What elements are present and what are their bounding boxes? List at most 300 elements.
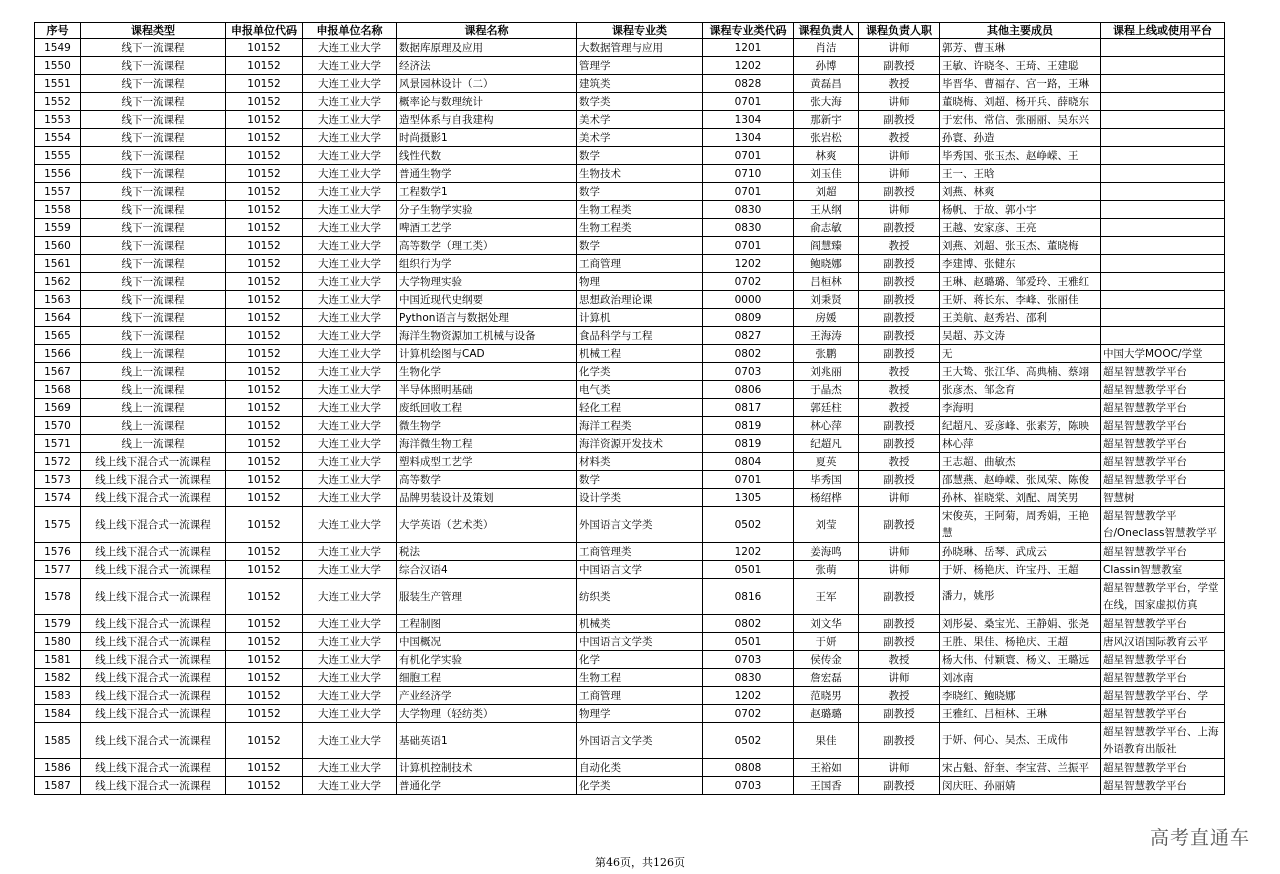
cell-major-category: 海洋资源开发技术 — [577, 435, 703, 453]
cell-major-code: 0703 — [703, 363, 794, 381]
cell-unit-name: 大连工业大学 — [303, 417, 397, 435]
cell-unit-code: 10152 — [226, 237, 303, 255]
cell-major-code: 0701 — [703, 147, 794, 165]
cell-major-code: 0809 — [703, 309, 794, 327]
cell-seq: 1571 — [35, 435, 81, 453]
cell-leader: 吕桓林 — [794, 273, 859, 291]
cell-leader-title: 副教授 — [859, 183, 940, 201]
table-row — [35, 57, 1225, 75]
cell-unit-code: 10152 — [226, 723, 303, 759]
header-major-code: 课程专业类代码 — [703, 23, 794, 39]
cell-members: 无 — [940, 345, 1101, 363]
cell-leader: 鲍晓娜 — [794, 255, 859, 273]
cell-course-name: 高等数学（理工类） — [397, 237, 577, 255]
cell-course-type: 线上一流课程 — [81, 363, 226, 381]
cell-leader: 果佳 — [794, 723, 859, 759]
cell-leader-title: 副教授 — [859, 111, 940, 129]
cell-leader-title: 教授 — [859, 129, 940, 147]
cell-unit-code: 10152 — [226, 687, 303, 705]
cell-leader-title: 讲师 — [859, 669, 940, 687]
cell-platform: 智慧树 — [1101, 489, 1225, 507]
cell-members: 张彦杰、邹念育 — [940, 381, 1101, 399]
cell-members: 王琳、赵璐璐、邹爱玲、王雅红 — [940, 273, 1101, 291]
cell-leader: 毕秀国 — [794, 471, 859, 489]
cell-leader-title: 副教授 — [859, 327, 940, 345]
cell-major-category: 物理 — [577, 273, 703, 291]
cell-platform — [1101, 111, 1225, 129]
cell-leader: 王海涛 — [794, 327, 859, 345]
cell-course-name: 啤酒工艺学 — [397, 219, 577, 237]
cell-members: 王胜、果佳、杨艳庆、王超 — [940, 633, 1101, 651]
cell-unit-name: 大连工业大学 — [303, 435, 397, 453]
cell-unit-code: 10152 — [226, 255, 303, 273]
cell-platform: 超星智慧教学平台 — [1101, 651, 1225, 669]
cell-major-code: 0501 — [703, 561, 794, 579]
header-major-category: 课程专业类 — [577, 23, 703, 39]
cell-members: 毕晋华、曹福存、宫一路，王琳 — [940, 75, 1101, 93]
cell-unit-name: 大连工业大学 — [303, 327, 397, 345]
header-seq: 序号 — [35, 23, 81, 39]
cell-seq: 1568 — [35, 381, 81, 399]
cell-course-name: 废纸回收工程 — [397, 399, 577, 417]
cell-seq: 1562 — [35, 273, 81, 291]
table-row — [35, 165, 1225, 183]
table-row — [35, 489, 1225, 507]
cell-course-type: 线下一流课程 — [81, 309, 226, 327]
cell-major-code: 1202 — [703, 57, 794, 75]
cell-course-name: 时尚摄影1 — [397, 129, 577, 147]
cell-course-name: 中国近现代史纲要 — [397, 291, 577, 309]
cell-members: 刘彤晏、桑宝光、王静娟、张尧 — [940, 615, 1101, 633]
cell-members: 纪超凡、妥彦峰、张素芳，陈映 — [940, 417, 1101, 435]
cell-members: 王敏、许晓冬、王琦、王建聪 — [940, 57, 1101, 75]
cell-unit-code: 10152 — [226, 75, 303, 93]
cell-members: 王妍、蒋长东、李峰、张丽佳 — [940, 291, 1101, 309]
cell-course-name: 经济法 — [397, 57, 577, 75]
cell-platform: 超星智慧教学平台 — [1101, 435, 1225, 453]
cell-unit-name: 大连工业大学 — [303, 561, 397, 579]
cell-platform: 超星智慧教学平台 — [1101, 417, 1225, 435]
cell-course-type: 线下一流课程 — [81, 183, 226, 201]
cell-course-name: 高等数学 — [397, 471, 577, 489]
table-row — [35, 651, 1225, 669]
cell-seq: 1577 — [35, 561, 81, 579]
cell-seq: 1580 — [35, 633, 81, 651]
cell-platform — [1101, 75, 1225, 93]
cell-platform — [1101, 273, 1225, 291]
table-row — [35, 507, 1225, 543]
cell-major-category: 生物工程 — [577, 669, 703, 687]
table-row — [35, 75, 1225, 93]
cell-leader: 刘玉佳 — [794, 165, 859, 183]
cell-seq: 1586 — [35, 759, 81, 777]
cell-leader: 范晓男 — [794, 687, 859, 705]
cell-major-category: 设计学类 — [577, 489, 703, 507]
cell-unit-code: 10152 — [226, 273, 303, 291]
cell-major-category: 机械类 — [577, 615, 703, 633]
cell-major-code: 0802 — [703, 615, 794, 633]
cell-leader-title: 副教授 — [859, 219, 940, 237]
cell-leader-title: 教授 — [859, 453, 940, 471]
cell-members: 李晓红、鲍晓娜 — [940, 687, 1101, 705]
cell-unit-name: 大连工业大学 — [303, 669, 397, 687]
cell-seq: 1570 — [35, 417, 81, 435]
cell-course-type: 线下一流课程 — [81, 255, 226, 273]
cell-members: 毕秀国、张玉杰、赵峥嵘、王 — [940, 147, 1101, 165]
cell-unit-name: 大连工业大学 — [303, 129, 397, 147]
cell-major-category: 数学 — [577, 471, 703, 489]
cell-leader: 张大海 — [794, 93, 859, 111]
cell-leader-title: 副教授 — [859, 471, 940, 489]
cell-members: 王雅红、吕桓林、王琳 — [940, 705, 1101, 723]
cell-major-category: 思想政治理论课 — [577, 291, 703, 309]
cell-unit-code: 10152 — [226, 453, 303, 471]
cell-members: 林心萍 — [940, 435, 1101, 453]
cell-leader: 赵璐璐 — [794, 705, 859, 723]
table-row — [35, 399, 1225, 417]
cell-leader-title: 副教授 — [859, 345, 940, 363]
cell-course-type: 线下一流课程 — [81, 201, 226, 219]
cell-major-code: 0703 — [703, 777, 794, 795]
cell-leader: 刘秉贤 — [794, 291, 859, 309]
cell-unit-code: 10152 — [226, 669, 303, 687]
table-row — [35, 705, 1225, 723]
cell-unit-code: 10152 — [226, 291, 303, 309]
cell-unit-name: 大连工业大学 — [303, 615, 397, 633]
cell-course-type: 线下一流课程 — [81, 291, 226, 309]
cell-course-type: 线上一流课程 — [81, 399, 226, 417]
cell-unit-name: 大连工业大学 — [303, 687, 397, 705]
cell-unit-code: 10152 — [226, 417, 303, 435]
header-platform: 课程上线或使用平台 — [1101, 23, 1225, 39]
cell-unit-name: 大连工业大学 — [303, 237, 397, 255]
cell-platform — [1101, 93, 1225, 111]
cell-course-name: 税法 — [397, 543, 577, 561]
cell-seq: 1567 — [35, 363, 81, 381]
cell-seq: 1549 — [35, 39, 81, 57]
cell-course-name: 有机化学实验 — [397, 651, 577, 669]
cell-unit-name: 大连工业大学 — [303, 75, 397, 93]
cell-members: 于妍、杨艳庆、许宝丹、王超 — [940, 561, 1101, 579]
cell-major-category: 材料类 — [577, 453, 703, 471]
cell-platform — [1101, 309, 1225, 327]
cell-major-category: 建筑类 — [577, 75, 703, 93]
cell-members: 邵慧燕、赵峥嵘、张凤荣、陈俊 — [940, 471, 1101, 489]
cell-major-category: 生物工程类 — [577, 219, 703, 237]
cell-major-code: 0806 — [703, 381, 794, 399]
cell-seq: 1564 — [35, 309, 81, 327]
cell-unit-name: 大连工业大学 — [303, 219, 397, 237]
cell-major-code: 0702 — [703, 273, 794, 291]
cell-course-name: 品牌男装设计及策划 — [397, 489, 577, 507]
page-footer: 第46页，共126页 — [595, 856, 685, 869]
cell-platform: 超星智慧教学平台、学 — [1101, 687, 1225, 705]
cell-course-name: 微生物学 — [397, 417, 577, 435]
cell-major-code: 0817 — [703, 399, 794, 417]
header-unit-name: 申报单位名称 — [303, 23, 397, 39]
cell-seq: 1587 — [35, 777, 81, 795]
table-row — [35, 345, 1225, 363]
cell-major-code: 0501 — [703, 633, 794, 651]
cell-seq: 1576 — [35, 543, 81, 561]
cell-platform — [1101, 219, 1225, 237]
cell-members: 刘燕、刘超、张玉杰、董晓梅 — [940, 237, 1101, 255]
cell-unit-name: 大连工业大学 — [303, 57, 397, 75]
cell-unit-name: 大连工业大学 — [303, 777, 397, 795]
cell-platform — [1101, 237, 1225, 255]
cell-course-name: 数据库原理及应用 — [397, 39, 577, 57]
cell-leader-title: 教授 — [859, 381, 940, 399]
table-row — [35, 435, 1225, 453]
cell-major-code: 1305 — [703, 489, 794, 507]
cell-course-type: 线上线下混合式一流课程 — [81, 705, 226, 723]
cell-course-name: 大学英语（艺术类） — [397, 507, 577, 543]
cell-platform: Classin智慧教室 — [1101, 561, 1225, 579]
cell-leader-title: 副教授 — [859, 309, 940, 327]
cell-leader-title: 副教授 — [859, 291, 940, 309]
table-body — [35, 39, 1225, 795]
cell-leader: 那新宇 — [794, 111, 859, 129]
cell-seq: 1585 — [35, 723, 81, 759]
cell-leader-title: 讲师 — [859, 759, 940, 777]
cell-platform: 超星智慧教学平台 — [1101, 615, 1225, 633]
cell-unit-code: 10152 — [226, 777, 303, 795]
table-row — [35, 777, 1225, 795]
cell-course-type: 线下一流课程 — [81, 327, 226, 345]
cell-major-category: 物理学 — [577, 705, 703, 723]
cell-major-code: 0830 — [703, 219, 794, 237]
cell-course-type: 线上线下混合式一流课程 — [81, 507, 226, 543]
table-row — [35, 723, 1225, 759]
cell-members: 吴超、苏文涛 — [940, 327, 1101, 345]
header-course-type: 课程类型 — [81, 23, 226, 39]
cell-members: 刘燕、林爽 — [940, 183, 1101, 201]
cell-seq: 1561 — [35, 255, 81, 273]
cell-platform: 超星智慧教学平台 — [1101, 705, 1225, 723]
cell-major-code: 1201 — [703, 39, 794, 57]
cell-course-name: 风景园林设计（二） — [397, 75, 577, 93]
cell-unit-code: 10152 — [226, 327, 303, 345]
cell-seq: 1558 — [35, 201, 81, 219]
cell-platform: 超星智慧教学平台 — [1101, 669, 1225, 687]
table-row — [35, 93, 1225, 111]
cell-members: 刘冰南 — [940, 669, 1101, 687]
cell-seq: 1553 — [35, 111, 81, 129]
cell-leader-title: 副教授 — [859, 579, 940, 615]
cell-major-category: 生物技术 — [577, 165, 703, 183]
cell-unit-name: 大连工业大学 — [303, 705, 397, 723]
cell-major-code: 0701 — [703, 183, 794, 201]
table-row — [35, 39, 1225, 57]
cell-platform — [1101, 165, 1225, 183]
table-row — [35, 237, 1225, 255]
table-row — [35, 615, 1225, 633]
cell-leader: 刘超 — [794, 183, 859, 201]
cell-unit-name: 大连工业大学 — [303, 273, 397, 291]
cell-major-code: 0502 — [703, 507, 794, 543]
cell-leader: 房媛 — [794, 309, 859, 327]
cell-members: 李建博、张健东 — [940, 255, 1101, 273]
cell-major-category: 外国语言文学类 — [577, 723, 703, 759]
cell-platform: 中国大学MOOC/学堂 — [1101, 345, 1225, 363]
cell-leader: 杨绍桦 — [794, 489, 859, 507]
cell-leader-title: 教授 — [859, 237, 940, 255]
cell-course-type: 线上线下混合式一流课程 — [81, 669, 226, 687]
cell-leader: 肖洁 — [794, 39, 859, 57]
table-row — [35, 183, 1225, 201]
cell-major-category: 工商管理 — [577, 687, 703, 705]
cell-platform: 超星智慧教学平台 — [1101, 363, 1225, 381]
cell-course-type: 线下一流课程 — [81, 39, 226, 57]
cell-seq: 1550 — [35, 57, 81, 75]
cell-members: 董晓梅、刘超、杨开兵、薛晓东 — [940, 93, 1101, 111]
cell-course-name: 计算机控制技术 — [397, 759, 577, 777]
cell-major-code: 1304 — [703, 129, 794, 147]
cell-leader-title: 教授 — [859, 687, 940, 705]
table-row — [35, 669, 1225, 687]
cell-unit-name: 大连工业大学 — [303, 147, 397, 165]
cell-platform: 超星智慧教学平台 — [1101, 471, 1225, 489]
table-row — [35, 543, 1225, 561]
cell-major-category: 自动化类 — [577, 759, 703, 777]
cell-seq: 1578 — [35, 579, 81, 615]
cell-platform — [1101, 129, 1225, 147]
cell-course-type: 线上线下混合式一流课程 — [81, 633, 226, 651]
cell-course-type: 线下一流课程 — [81, 219, 226, 237]
cell-seq: 1584 — [35, 705, 81, 723]
cell-platform: 超星智慧教学平台，学堂在线，国家虚拟仿真 — [1101, 579, 1225, 615]
table-row — [35, 471, 1225, 489]
table-row — [35, 633, 1225, 651]
cell-unit-code: 10152 — [226, 309, 303, 327]
cell-course-type: 线上线下混合式一流课程 — [81, 615, 226, 633]
cell-major-category: 数学 — [577, 147, 703, 165]
cell-major-category: 轻化工程 — [577, 399, 703, 417]
cell-major-category: 数学类 — [577, 93, 703, 111]
cell-leader-title: 讲师 — [859, 561, 940, 579]
cell-seq: 1573 — [35, 471, 81, 489]
cell-members: 郭芳、曹玉琳 — [940, 39, 1101, 57]
cell-major-category: 海洋工程类 — [577, 417, 703, 435]
cell-major-category: 纺织类 — [577, 579, 703, 615]
cell-unit-name: 大连工业大学 — [303, 201, 397, 219]
cell-members: 王越、安家彦、王亮 — [940, 219, 1101, 237]
cell-leader-title: 讲师 — [859, 201, 940, 219]
table-row — [35, 561, 1225, 579]
cell-platform — [1101, 39, 1225, 57]
cell-major-category: 生物工程类 — [577, 201, 703, 219]
cell-course-name: 服装生产管理 — [397, 579, 577, 615]
cell-major-code: 0819 — [703, 435, 794, 453]
cell-unit-code: 10152 — [226, 381, 303, 399]
cell-leader-title: 讲师 — [859, 165, 940, 183]
cell-major-code: 0701 — [703, 237, 794, 255]
cell-members: 王一、王晗 — [940, 165, 1101, 183]
cell-leader: 林心萍 — [794, 417, 859, 435]
cell-major-category: 计算机 — [577, 309, 703, 327]
cell-seq: 1575 — [35, 507, 81, 543]
cell-major-code: 0502 — [703, 723, 794, 759]
cell-course-type: 线下一流课程 — [81, 237, 226, 255]
cell-leader: 王国香 — [794, 777, 859, 795]
table-row — [35, 327, 1225, 345]
cell-unit-name: 大连工业大学 — [303, 363, 397, 381]
cell-course-name: 工程制图 — [397, 615, 577, 633]
cell-unit-code: 10152 — [226, 345, 303, 363]
cell-unit-code: 10152 — [226, 651, 303, 669]
cell-course-type: 线下一流课程 — [81, 273, 226, 291]
cell-leader-title: 副教授 — [859, 417, 940, 435]
cell-seq: 1551 — [35, 75, 81, 93]
cell-major-category: 美术学 — [577, 129, 703, 147]
cell-unit-code: 10152 — [226, 435, 303, 453]
cell-unit-name: 大连工业大学 — [303, 165, 397, 183]
cell-platform: 超星智慧教学平台 — [1101, 777, 1225, 795]
table-row — [35, 255, 1225, 273]
cell-leader: 林爽 — [794, 147, 859, 165]
cell-leader: 郭廷柱 — [794, 399, 859, 417]
table-row — [35, 201, 1225, 219]
cell-members: 宋占魁、舒奎、李宝营、兰振平 — [940, 759, 1101, 777]
cell-course-type: 线上线下混合式一流课程 — [81, 777, 226, 795]
cell-unit-name: 大连工业大学 — [303, 471, 397, 489]
cell-course-name: 大学物理（轻纺类） — [397, 705, 577, 723]
cell-unit-name: 大连工业大学 — [303, 579, 397, 615]
cell-leader: 詹宏磊 — [794, 669, 859, 687]
cell-unit-code: 10152 — [226, 633, 303, 651]
cell-major-code: 0819 — [703, 417, 794, 435]
cell-unit-name: 大连工业大学 — [303, 291, 397, 309]
cell-course-name: 半导体照明基础 — [397, 381, 577, 399]
cell-unit-name: 大连工业大学 — [303, 255, 397, 273]
cell-platform: 超星智慧教学平台、上海外语教育出版社 — [1101, 723, 1225, 759]
cell-leader: 张岩松 — [794, 129, 859, 147]
cell-leader: 王从纲 — [794, 201, 859, 219]
cell-major-code: 1202 — [703, 687, 794, 705]
cell-course-name: 基础英语1 — [397, 723, 577, 759]
cell-members: 杨大伟、付颖寰、杨义、王璐远 — [940, 651, 1101, 669]
cell-members: 王志超、曲敏杰 — [940, 453, 1101, 471]
cell-major-category: 管理学 — [577, 57, 703, 75]
cell-course-type: 线上线下混合式一流课程 — [81, 471, 226, 489]
cell-major-code: 0830 — [703, 669, 794, 687]
cell-leader-title: 副教授 — [859, 273, 940, 291]
cell-seq: 1556 — [35, 165, 81, 183]
header-unit-code: 申报单位代码 — [226, 23, 303, 39]
cell-unit-code: 10152 — [226, 93, 303, 111]
cell-unit-code: 10152 — [226, 219, 303, 237]
cell-members: 孙林、崔晓棠、刘配、周笑男 — [940, 489, 1101, 507]
cell-seq: 1582 — [35, 669, 81, 687]
cell-unit-name: 大连工业大学 — [303, 309, 397, 327]
cell-unit-name: 大连工业大学 — [303, 489, 397, 507]
cell-course-name: 普通化学 — [397, 777, 577, 795]
cell-course-type: 线下一流课程 — [81, 75, 226, 93]
cell-course-type: 线下一流课程 — [81, 111, 226, 129]
header-leader-title: 课程负责人职 — [859, 23, 940, 39]
cell-unit-code: 10152 — [226, 561, 303, 579]
cell-unit-code: 10152 — [226, 615, 303, 633]
cell-leader: 王军 — [794, 579, 859, 615]
table-row — [35, 579, 1225, 615]
cell-platform: 唐风汉语国际教育云平 — [1101, 633, 1225, 651]
cell-unit-name: 大连工业大学 — [303, 633, 397, 651]
cell-course-name: 塑料成型工艺学 — [397, 453, 577, 471]
cell-leader: 姜海鸣 — [794, 543, 859, 561]
cell-leader: 阎慧臻 — [794, 237, 859, 255]
cell-unit-name: 大连工业大学 — [303, 543, 397, 561]
cell-leader: 张萌 — [794, 561, 859, 579]
